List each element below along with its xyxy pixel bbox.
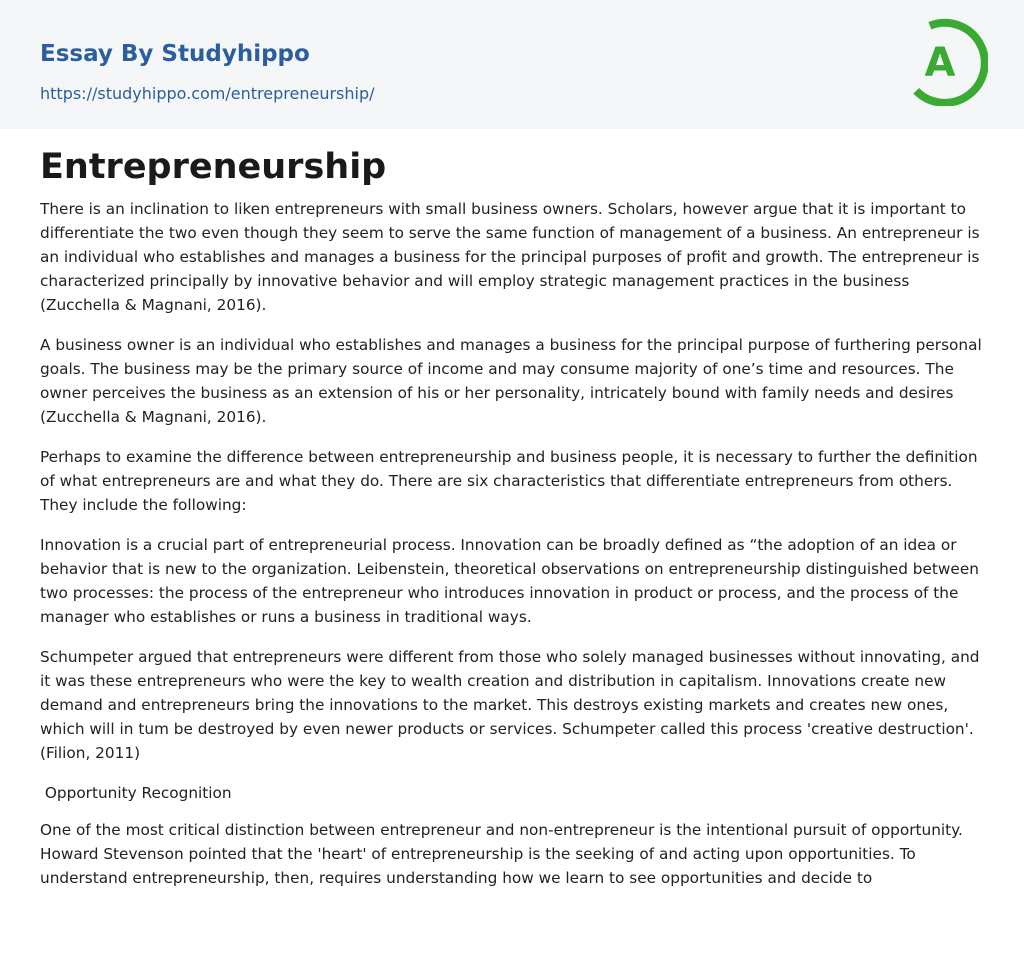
paragraph-5: Schumpeter argued that entrepreneurs were different from those who solely managed businesses without innovating, and it was these entrepreneurs who were the key to wealth creation and distribution in capitalism. Innovations create new demand and entrepreneurs bring the innovations to the market. This destroys existing markets and creates new ones, which will in tum be destroyed by even newer products or services. Schumpeter called this process 'creative destruction'.(Filion, 2011) — [40, 648, 980, 762]
brand-title: Essay By Studyhippo — [40, 41, 310, 67]
paragraph-1: There is an inclination to liken entrepreneurs with small business owners. Scholars, however argue that it is important to differentiate the two even though they seem to serve the same function of management of a business. An entrepreneur is an individual who establishes and manages a business for the principal purposes of profit and growth. The entrepreneur is characterized principally by innovative behavior and will employ strategic management practices in the business (Zucchella & Magnani, 2016). — [40, 200, 980, 314]
paragraph-3: Perhaps to examine the difference between entrepreneurship and business people, it is necessary to further the definition of what entrepreneurs are and what they do. There are six characteristics that differentiate entrepreneurs from others. They include the following: — [40, 448, 978, 514]
logo-letter: A — [924, 40, 956, 86]
page-title: Entrepreneurship — [40, 147, 387, 187]
paragraph-2: A business owner is an individual who establishes and manages a business for the principal purpose of furthering personal goals. The business may be the primary source of income and may consume majority of one’s time and resources. The owner perceives the business as an extension of his or her personality, intricately bound with family needs and desires (Zucchella & Magnani, 2016). — [40, 336, 982, 426]
paragraph-6: One of the most critical distinction between entrepreneur and non-entrepreneur is the intentional pursuit of opportunity. Howard Stevenson pointed that the 'heart' of entrepreneurship is the seeking of and acting upon opportunities. To understand entrepreneurship, then, requires understanding how we learn to see opportunities and decide to — [40, 821, 963, 887]
paragraph-4: Innovation is a crucial part of entrepreneurial process. Innovation can be broadly defined as “the adoption of an idea or behavior that is new to the organization. Leibenstein, theoretical observations on entrepreneurship distinguished between two processes: the process of the entrepreneur who introduces innovation in product or process, and the process of the manager who establishes or runs a business in traditional ways. — [40, 536, 979, 626]
article-body — [40, 143, 984, 906]
studyhippo-logo-icon[interactable] — [900, 18, 988, 106]
essay-url-link[interactable]: https://studyhippo.com/entrepreneurship/ — [40, 84, 375, 103]
site-header — [0, 0, 1024, 129]
section-subheading: Opportunity Recognition — [40, 784, 232, 802]
